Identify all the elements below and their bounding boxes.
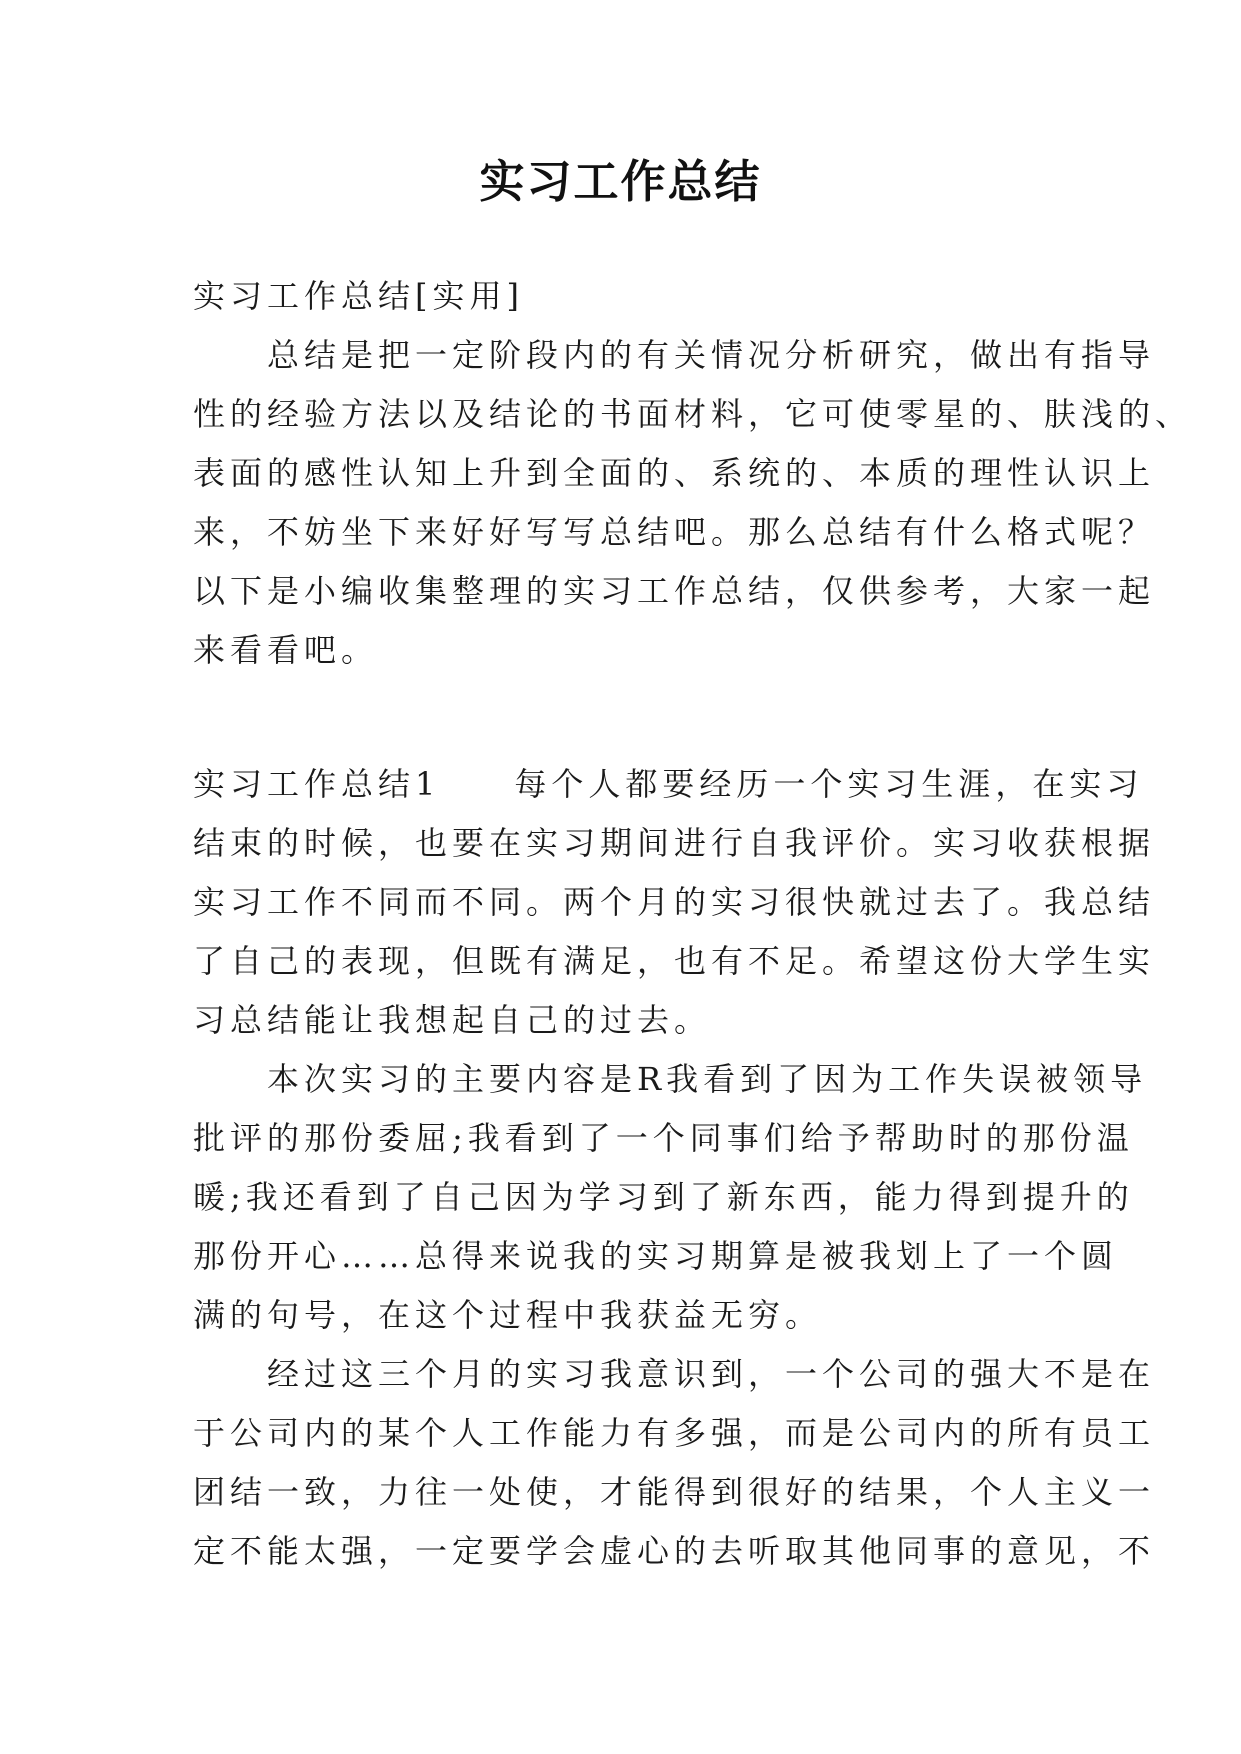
text-line: 总结是把一定阶段内的有关情况分析研究，做出有指导 — [193, 336, 1156, 374]
text-line: 团结一致，力往一处使，才能得到很好的结果，个人主义一 — [193, 1473, 1156, 1511]
text-line: 以下是小编收集整理的实习工作总结，仅供参考，大家一起 — [193, 572, 1156, 610]
text-line: 于公司内的某个人工作能力有多强，而是公司内的所有员工 — [193, 1414, 1156, 1452]
text-line: 了自己的表现，但既有满足，也有不足。希望这份大学生实 — [193, 942, 1156, 980]
text-line: 结束的时候，也要在实习期间进行自我评价。实习收获根据 — [193, 824, 1156, 862]
text-line: 来看看吧。 — [193, 631, 379, 669]
text-line: 来，不妨坐下来好好写写总结吧。那么总结有什么格式呢？ — [193, 513, 1156, 551]
text-line: 批评的那份委屈;我看到了一个同事们给予帮助时的那份温 — [193, 1119, 1134, 1157]
text-line: 习总结能让我想起自己的过去。 — [193, 1001, 712, 1039]
text-line: 经过这三个月的实习我意识到，一个公司的强大不是在 — [193, 1355, 1156, 1393]
text-line: 实习工作总结[实用] — [193, 277, 524, 315]
text-line: 表面的感性认知上升到全面的、系统的、本质的理性认识上 — [193, 454, 1156, 492]
text-line: 本次实习的主要内容是R我看到了因为工作失误被领导 — [193, 1060, 1148, 1098]
text-line: 满的句号，在这个过程中我获益无穷。 — [193, 1296, 823, 1334]
text-line: 那份开心……总得来说我的实习期算是被我划上了一个圆 — [193, 1237, 1119, 1275]
text-line: 定不能太强，一定要学会虚心的去听取其他同事的意见，不 — [193, 1532, 1156, 1570]
text-line: 实习工作不同而不同。两个月的实习很快就过去了。我总结 — [193, 883, 1156, 921]
text-line: 实习工作总结1 每个人都要经历一个实习生涯，在实习 — [193, 765, 1144, 803]
text-line: 暖;我还看到了自己因为学习到了新东西，能力得到提升的 — [193, 1178, 1134, 1216]
text-line: 性的经验方法以及结论的书面材料，它可使零星的、肤浅的、 — [193, 395, 1193, 433]
document-title: 实习工作总结 — [479, 155, 762, 208]
